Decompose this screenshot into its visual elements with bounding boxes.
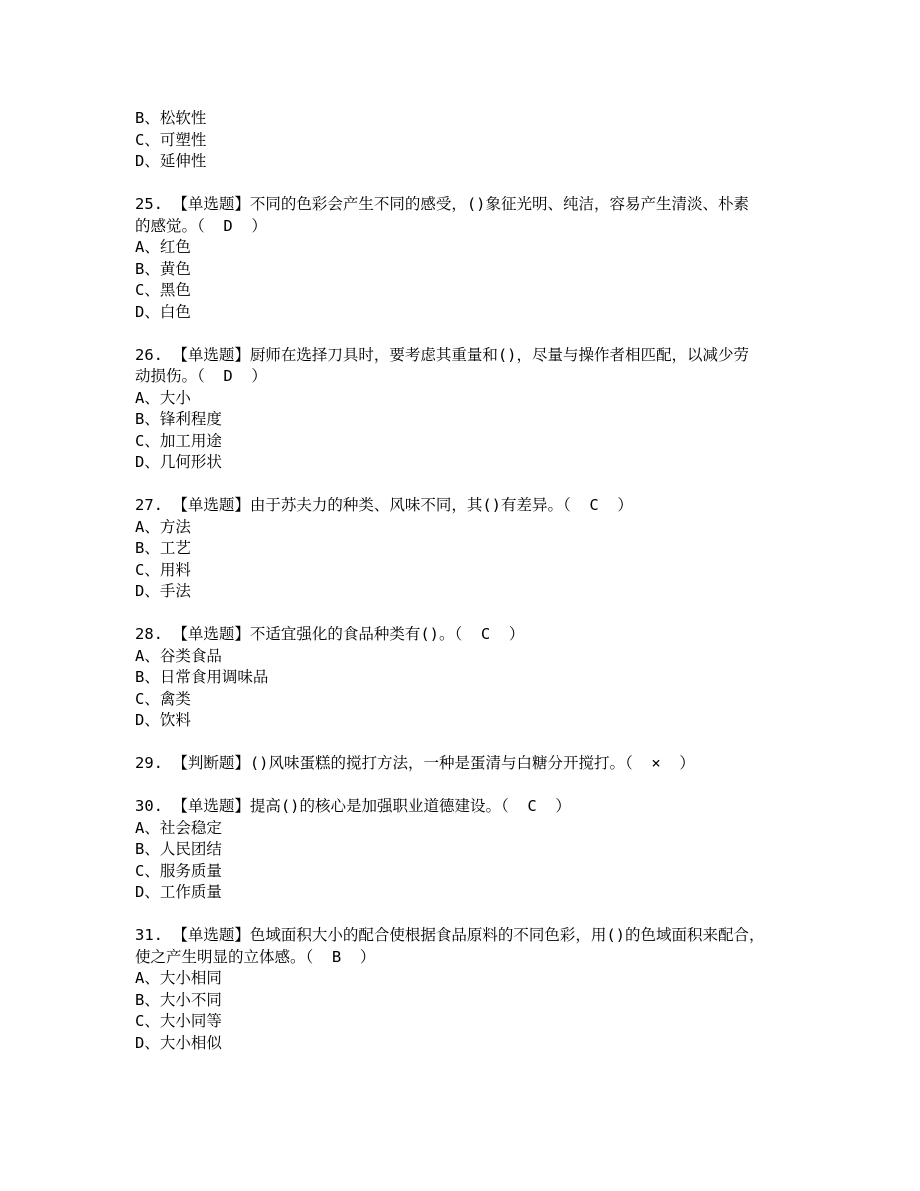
option-line: A、大小 [135,388,191,407]
option-line: C、服务质量 [135,861,222,880]
question-stem: 动损伤。（ D ） [135,367,267,385]
option-line: A、谷类食品 [135,646,222,665]
question-stem: 27. 【单选题】由于苏夫力的种类、风味不同，其()有差异。（ C ） [135,496,633,514]
question-31 [135,925,795,1054]
option-line: C、可塑性 [135,130,207,149]
question-stem: 31. 【单选题】色域面积大小的配合使根据食品原料的不同色彩，用()的色域面积来配合， [135,926,765,944]
exam-page [135,108,795,1054]
option-line: B、松软性 [135,109,207,127]
option-line: B、锋利程度 [135,410,222,428]
option-line: A、社会稳定 [135,818,222,837]
option-line: D、几何形状 [135,453,222,471]
option-line: C、加工用途 [135,431,222,450]
option-line: A、方法 [135,517,191,536]
option-line: D、工作质量 [135,883,222,901]
question-30 [135,796,795,904]
option-line: B、黄色 [135,259,191,278]
option-line: B、工艺 [135,539,191,557]
question-stem: 25. 【单选题】不同的色彩会产生不同的感受，()象征光明、纯洁，容易产生清淡、朴素 [135,195,749,213]
leading-options [135,108,795,173]
option-line: B、日常食用调味品 [135,668,269,686]
option-line: C、大小同等 [135,1012,222,1030]
question-29 [135,753,795,775]
option-line: D、延伸性 [135,152,207,170]
option-line: A、大小相同 [135,969,222,987]
question-stem: 26. 【单选题】厨师在选择刀具时，要考虑其重量和()，尽量与操作者相匹配，以减少劳 [135,345,749,364]
question-stem: 的感觉。（ D ） [135,216,267,235]
option-line: D、饮料 [135,711,191,729]
option-line: C、黑色 [135,281,191,299]
question-stem: 29. 【判断题】()风味蛋糕的搅打方法，一种是蛋清与白糖分开搅打。（ × ） [135,754,695,772]
option-line: D、大小相似 [135,1033,222,1052]
question-stem: 使之产生明显的立体感。（ B ） [135,947,376,966]
question-26 [135,345,795,474]
option-line: B、大小不同 [135,990,222,1009]
question-stem: 28. 【单选题】不适宜强化的食品种类有()。（ C ） [135,625,525,643]
question-stem: 30. 【单选题】提高()的核心是加强职业道德建设。（ C ） [135,797,571,815]
option-line: D、白色 [135,302,191,321]
question-25 [135,194,795,323]
option-line: C、禽类 [135,689,191,708]
option-line: B、人民团结 [135,840,222,858]
question-27 [135,495,795,603]
question-28 [135,624,795,732]
option-line: A、红色 [135,238,191,256]
option-line: C、用料 [135,560,191,579]
option-line: D、手法 [135,582,191,600]
